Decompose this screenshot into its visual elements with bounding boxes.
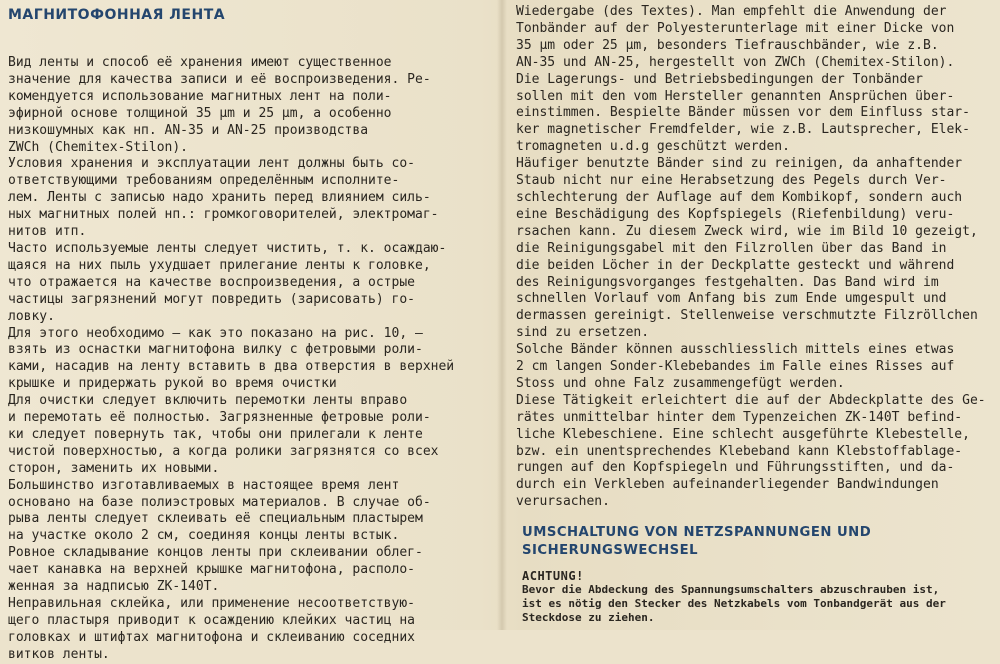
paragraph-ru-5: Для очистки следует включить перемотки ленты вправо и перемотать её полностью. Загрязненные фетровые роли- ки следует повернуть так, чтобы они прилегали к ленте чистой поверхностью, а когда ролики загрязнятся со всех сторон, заменить их новыми. — [8, 393, 439, 476]
paragraph-ru-1: Вид ленты и способ её хранения имеют существенное значение для качества записи и её воспроизведения. Ре- комендуется использование магнитных лент на поли- эфирной основе толщиной 35 µm и 25 µm, а особенно низкошумных как нп. AN-35 и AN-25 производства ZWCh (Chemitex-Stilon). — [8, 55, 431, 155]
warning-text: Bevor die Abdeckung des Spannungsumschalters abzuschrauben ist, ist es nötig den Stecker des Netzkabels vom Tonbandgerät aus der Steckdose zu ziehen. — [522, 583, 946, 624]
paragraph-ru-6: Большинство изготавливаемых в настоящее время лент основано на базе полиэстровых материалов. В случае об- рыва ленты следует склеивать её специальным пластырем на участке около 2 см, соединяя концы ленты встык. — [8, 477, 431, 544]
paragraph-ru-4: Для этого необходимо — как это показано на рис. 10, — взять из оснастки магнитофона вилку с фетровыми роли- ками, насадив на ленту вставить в два отверстия в верхней крышке и придержать рукой во время очистки — [8, 325, 455, 392]
paragraph-de-3: Solche Bänder können ausschliesslich mittels eines etwas 2 cm langen Sonder-Klebebandes im Falle eines Risses auf Stoss und ohne Falz zusammengefügt werden. — [516, 342, 955, 391]
section-title-de: UMSCHALTUNG VON NETZSPANNUNGEN UND SICHERUNGSWECHSEL — [522, 525, 872, 558]
paragraph-ru-2: Условия хранения и эксплуатации лент должны быть со- ответствующими требованиям определённым исполните- лем. Ленты с записью надо хранить перед влиянием силь- ных магнитных полей нп.: громкоговорителей, электромаг- нитов итп. — [8, 156, 439, 240]
section-title-ru: МАГНИТОФОННАЯ ЛЕНТА — [8, 7, 226, 23]
german-body — [516, 4, 986, 511]
russian-body — [8, 55, 454, 664]
paragraph-ru-8: Неправильная склейка, или применение несоответствую- щего пластыря приводит к осаждению клейких частиц на головках и штифтах магнитофона и склеиванию соседних витков ленты. — [8, 596, 415, 662]
page-fold — [497, 0, 507, 630]
paragraph-ru-3: Часто используемые ленты следует чистить, т. к. осаждаю- щаяся на них пыль ухудшает прилегание ленты к головке, что отражается на качестве воспроизведения, а острые частицы загрязнений могут повредить (зарисовать) го- ловку. — [8, 240, 447, 324]
russian-column — [8, 0, 490, 662]
paragraph-de-4: Diese Tätigkeit erleichtert die auf der Abdeckplatte des Ge- rätes unmittelbar hinter dem Typenzeichen ZK-140T befind- liche Klebeschiene. Eine schlecht ausgeführte Klebestelle, bzw. ein unentsprechendes Klebeband kann Klebstoffablage- rungen auf den Kopfspiegeln und Führungsstiften, und da- durch ein Verkleben aufeinanderliegender Bandwindungen verursachen. — [516, 392, 986, 510]
paragraph-de-2: Häufiger benutzte Bänder sind zu reinigen, da anhaftender Staub nicht nur eine Herabsetzung des Pegels durch Ver- schlechterung der Auflage auf dem Kombikopf, sondern auch eine Beschädigung des Kopfspiegels (Riefenbildung) veru- rsachen kann. Zu diesem Zweck wird, wie im Bild 10 gezeigt, die Reinigungsgabel mit den Filzrollen über das Band in die beiden Löcher in der Deckplatte gesteckt und während des Reinigungsvorganges festgehalten. Das Band wird im schnellen Vorlauf vom Anfang bis zum Ende umgespult und dermassen gereinigt. Stellenweise verschmutzte Filzröllchen sind zu ersetzen. — [516, 156, 978, 341]
warning-label: ACHTUNG! — [522, 569, 584, 583]
paragraph-ru-7: Ровное складывание концов ленты при склеивании облег- чает канавка на верхней крышке магнитофона, располо- женная за надписью ZK-140T. — [8, 545, 423, 595]
paragraph-de-1: Wiedergabe (des Textes). Man empfehlt die Anwendung der Tonbänder auf der Polyesterunterlage mit einer Dicke von 35 µm oder 25 µm, besonders Tiefrauschbänder, wie z.B. AN-35 und AN-25, hergestellt von ZWCh (Chemitex-Stilon). Die Lagerungs- und Betriebsbedingungen der Tonbänder sollen mit den vom Hersteller genannten Ansprüchen über- einstimmen. Bespielte Bänder müssen vor dem Einfluss star- ker magnetischer Fremdfelder, wie z.B. Lautsprecher, Elek- tromagneten u.d.g geschützt werden. — [516, 4, 970, 155]
german-column — [516, 0, 992, 630]
